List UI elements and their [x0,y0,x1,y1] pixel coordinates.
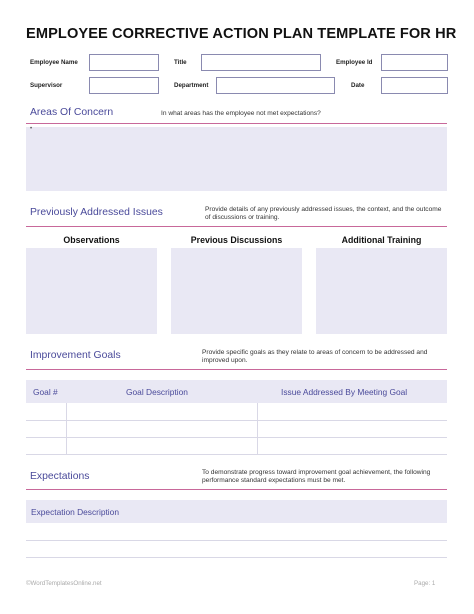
areas-of-concern-heading: Areas Of Concern [30,107,114,118]
employee-name-label: Employee Name [30,59,78,66]
goals-row-line [26,420,447,421]
department-field[interactable] [216,77,335,94]
additional-training-textarea[interactable] [316,248,447,334]
issue-addressed-cell[interactable] [258,404,447,420]
additional-training-header: Additional Training [341,235,422,245]
date-label: Date [351,82,365,89]
expectations-row-line [26,540,447,541]
goal-description-header: Goal Description [126,387,188,397]
employee-id-field[interactable] [381,54,448,71]
page-number: Page: 1 [414,580,436,587]
observations-textarea[interactable] [26,248,157,334]
issue-addressed-header: Issue Addressed By Meeting Goal [281,387,408,397]
department-label: Department [174,82,209,89]
supervisor-label: Supervisor [30,82,63,89]
section-divider [26,123,447,124]
bullet: • [30,126,33,132]
areas-of-concern-prompt: In what areas has the employee not met expectations? [161,110,321,117]
goal-number-header: Goal # [33,387,58,397]
improvement-goals-heading: Improvement Goals [30,350,121,361]
goals-row-line [26,437,447,438]
goals-row-line [26,454,447,455]
copyright-text: ©WordTemplatesOnline.net [26,580,102,587]
areas-of-concern-textarea[interactable] [26,127,447,191]
expectation-row[interactable] [26,524,447,540]
previous-discussions-header: Previous Discussions [190,235,283,245]
employee-id-label: Employee Id [336,59,373,66]
expectations-prompt: To demonstrate progress toward improvement goal achievement, the following performance standard expectations must be met. [202,469,431,485]
section-divider [26,489,447,490]
observations-header: Observations [63,235,120,245]
title-field[interactable] [201,54,321,71]
previously-addressed-heading: Previously Addressed Issues [30,207,163,218]
previous-discussions-textarea[interactable] [171,248,302,334]
section-divider [26,369,447,370]
page-title: EMPLOYEE CORRECTIVE ACTION PLAN TEMPLATE FOR HR [26,26,457,42]
previously-addressed-prompt: Provide details of any previously addressed issues, the context, and the outcome of discussions or training. [205,206,442,222]
expectation-description-header: Expectation Description [31,507,119,517]
improvement-goals-prompt: Provide specific goals as they relate to areas of concern to be addressed and improved upon. [202,349,428,365]
expectations-row-line [26,557,447,558]
supervisor-field[interactable] [89,77,159,94]
goal-description-cell[interactable] [67,404,257,420]
date-field[interactable] [381,77,448,94]
expectations-heading: Expectations [30,471,90,482]
title-label: Title [174,59,187,66]
employee-name-field[interactable] [89,54,159,71]
section-divider [26,226,447,227]
